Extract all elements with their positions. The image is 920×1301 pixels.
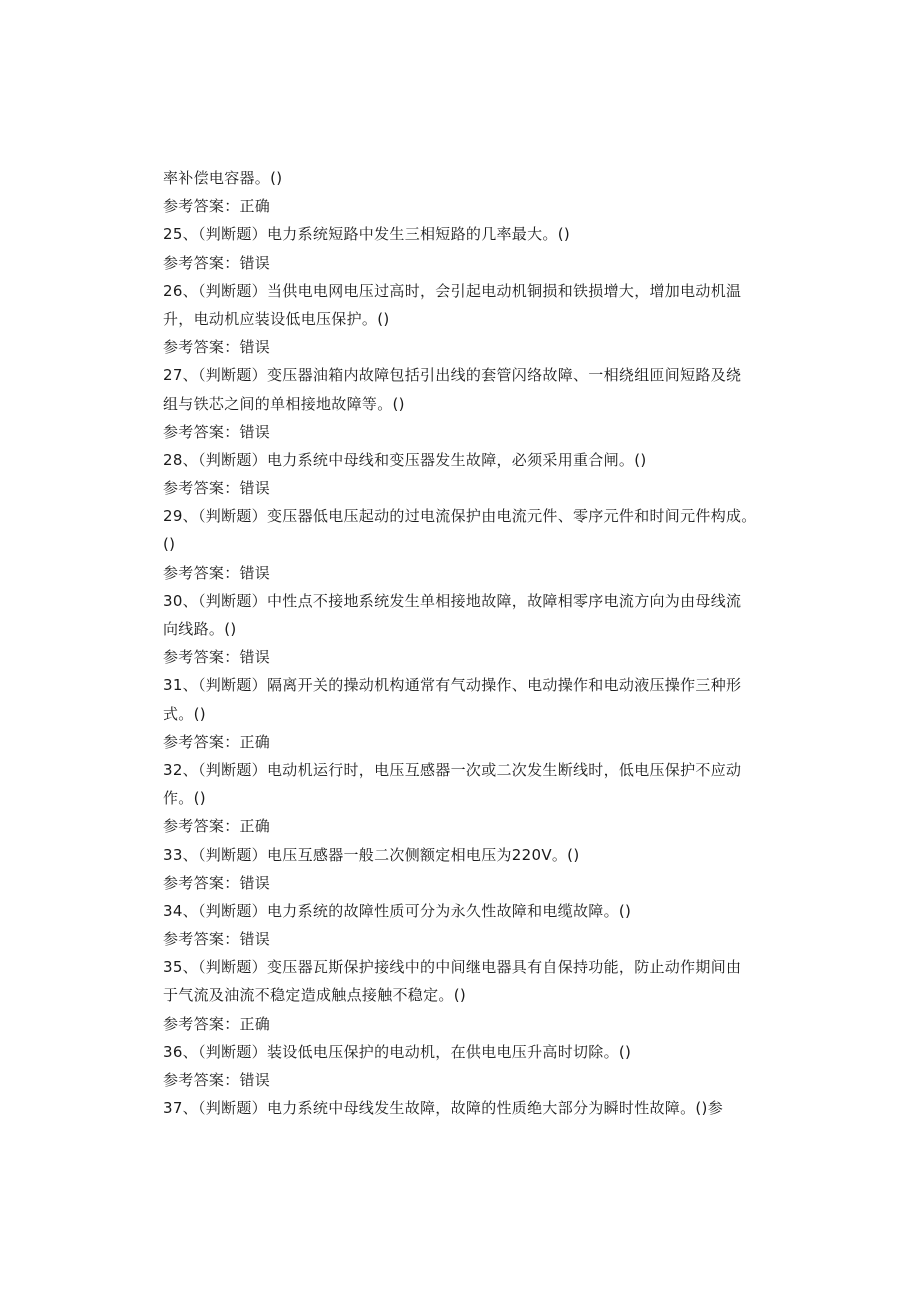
question-line: 37、（判断题）电力系统中母线发生故障，故障的性质绝大部分为瞬时性故障。()参 — [163, 1099, 723, 1118]
question-line: 36、（判断题）装设低电压保护的电动机，在供电电压升高时切除。() — [163, 1042, 632, 1061]
question-line: 25、（判断题）电力系统短路中发生三相短路的几率最大。() — [163, 225, 570, 244]
question-line: 26、（判断题）当供电电网电压过高时，会引起电动机铜损和铁损增大，增加电动机温 — [163, 281, 742, 300]
answer-line: 参考答案：错误 — [163, 253, 271, 272]
text-line: () — [163, 535, 176, 554]
answer-line: 参考答案：错误 — [163, 422, 271, 441]
text-line: 于气流及油流不稳定造成触点接触不稳定。() — [163, 986, 467, 1005]
answer-line: 参考答案：错误 — [163, 1071, 271, 1089]
answer-line: 参考答案：错误 — [163, 648, 271, 667]
text-line: 作。() — [163, 789, 206, 808]
answer-line: 参考答案：正确 — [163, 197, 271, 216]
question-list — [163, 164, 763, 1122]
text-line: 向线路。() — [163, 620, 237, 638]
question-line: 27、（判断题）变压器油箱内故障包括引出线的套管闪络故障、一相绕组匝间短路及绕 — [163, 366, 742, 385]
question-line: 33、（判断题）电压互感器一般二次侧额定相电压为220V。() — [163, 845, 580, 864]
question-line: 29、（判断题）变压器低电压起动的过电流保护由电流元件、零序元件和时间元件构成。 — [163, 507, 757, 526]
answer-line: 参考答案：正确 — [163, 732, 271, 751]
text-line: 式。() — [163, 704, 206, 723]
answer-line: 参考答案：错误 — [163, 930, 271, 949]
question-line: 28、（判断题）电力系统中母线和变压器发生故障，必须采用重合闸。() — [163, 450, 647, 469]
question-line: 31、（判断题）隔离开关的操动机构通常有气动操作、电动操作和电动液压操作三种形 — [163, 676, 742, 695]
answer-line: 参考答案：正确 — [163, 1014, 271, 1033]
question-line: 34、（判断题）电力系统的故障性质可分为永久性故障和电缆故障。() — [163, 901, 632, 920]
answer-line: 参考答案：错误 — [163, 338, 271, 357]
answer-line: 参考答案：正确 — [163, 817, 271, 836]
question-line: 35、（判断题）变压器瓦斯保护接线中的中间继电器具有自保持功能，防止动作期间由 — [163, 958, 742, 977]
answer-line: 参考答案：错误 — [163, 563, 271, 582]
text-line: 组与铁芯之间的单相接地故障等。() — [163, 394, 405, 413]
answer-line: 参考答案：错误 — [163, 479, 271, 498]
question-line: 32、（判断题）电动机运行时，电压互感器一次或二次发生断线时，低电压保护不应动 — [163, 760, 742, 779]
text-line: 率补偿电容器。() — [163, 169, 283, 187]
question-line: 30、（判断题）中性点不接地系统发生单相接地故障，故障相零序电流方向为由母线流 — [163, 591, 742, 610]
answer-line: 参考答案：错误 — [163, 873, 271, 892]
text-line: 升，电动机应装设低电压保护。() — [163, 309, 390, 328]
